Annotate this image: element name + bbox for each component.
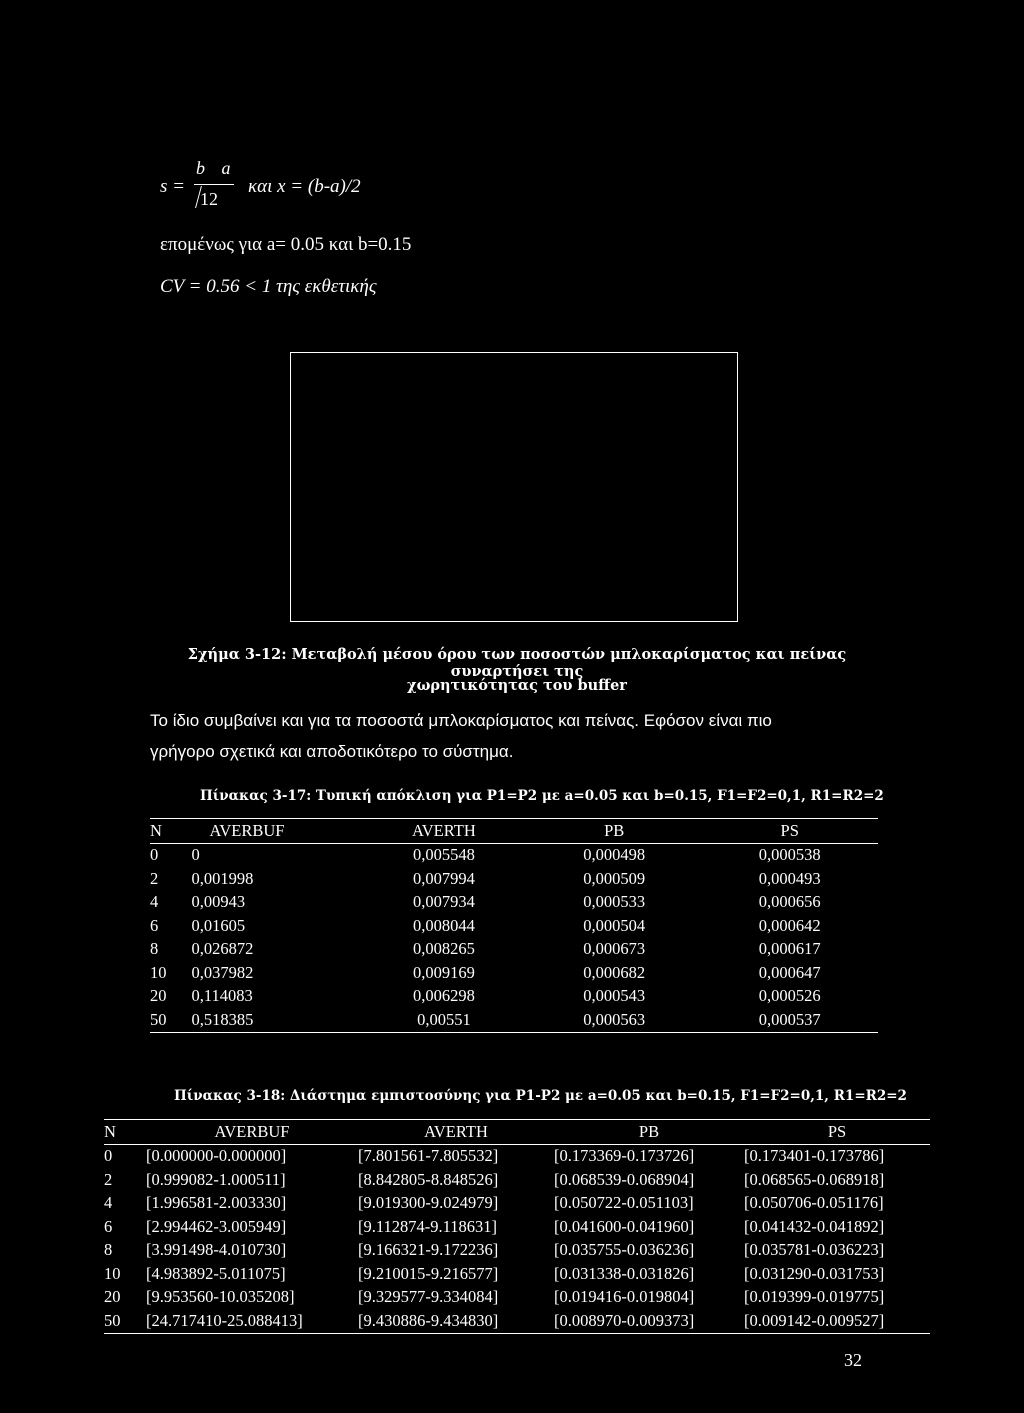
table-row: [150, 1008, 878, 1032]
table17-cell: 20: [150, 986, 167, 1006]
table-row: [104, 1309, 930, 1333]
page-number: 32: [844, 1350, 862, 1370]
table18-cell: [0.000000-0.000000]: [146, 1146, 287, 1166]
table-row: [104, 1192, 930, 1216]
table17-cell: 0,000647: [758, 962, 821, 982]
table18-cell: [0.019399-0.019775]: [744, 1287, 885, 1307]
table17-cell: 0,006298: [412, 986, 475, 1006]
table-row: [104, 1239, 930, 1263]
table18-header-n: N: [104, 1121, 116, 1141]
table18-header-ps: PS: [827, 1121, 847, 1141]
table18-cell: [0.041432-0.041892]: [744, 1216, 885, 1236]
table18-header-row: [104, 1120, 930, 1145]
table17-cell: 0,000538: [758, 845, 821, 865]
table18-cell: [0.068565-0.068918]: [744, 1169, 885, 1189]
table17-cell: 0,000526: [758, 986, 821, 1006]
formula-denominator: 12: [200, 189, 218, 209]
table-row: [150, 961, 878, 985]
table17-cell: 0,000656: [758, 892, 821, 912]
table18-cell: 0: [104, 1146, 113, 1166]
table18-cell: [9.112874-9.118631]: [358, 1216, 498, 1236]
table18-caption: Πίνακας 3-18: Διάστημα εμπιστοσύνης για P1-P2 με a=0.05 και b=0.15, F1=F2=0,1, R1=R2=2: [174, 1088, 907, 1104]
table18-cell: [9.210015-9.216577]: [358, 1263, 499, 1283]
table18-cell: [2.994462-3.005949]: [146, 1216, 287, 1236]
table17-cell: 0,026872: [191, 939, 254, 959]
table17-cell: 0,007994: [412, 868, 475, 888]
table18-cell: [9.166321-9.172236]: [358, 1240, 499, 1260]
table18-cell: [9.953560-10.035208]: [146, 1287, 295, 1307]
table17-cell: 0,007934: [412, 892, 475, 912]
table17-header-n: N: [150, 820, 162, 840]
table18-cell: [24.717410-25.088413]: [146, 1310, 303, 1330]
table18-cell: [0.035755-0.036236]: [554, 1240, 695, 1260]
table-row: [104, 1286, 930, 1310]
table18-cell: [0.050706-0.051176]: [744, 1193, 884, 1213]
table17-cell: 0,000537: [758, 1009, 821, 1029]
table17-cell: 10: [150, 962, 167, 982]
table17-cell: 0,518385: [191, 1009, 254, 1029]
table18-cell: 2: [104, 1169, 113, 1189]
table18-cell: [0.173369-0.173726]: [554, 1146, 695, 1166]
table18-cell: [0.035781-0.036223]: [744, 1240, 885, 1260]
formula-s-equals: s =: [160, 176, 185, 197]
table17-header-averth: AVERTH: [411, 820, 476, 840]
table18-cell: [9.329577-9.334084]: [358, 1287, 499, 1307]
table-row: [150, 843, 878, 867]
table18-header-pb: PB: [638, 1121, 660, 1141]
table17-cell: 0,037982: [191, 962, 254, 982]
table18-cell: [0.999082-1.000511]: [146, 1169, 286, 1189]
table18-cell: 10: [104, 1263, 121, 1283]
table18-cell: [0.050722-0.051103]: [554, 1193, 694, 1213]
table17-cell: 0,00943: [191, 892, 246, 912]
table18-cell: 6: [104, 1216, 113, 1236]
table18-cell: [7.801561-7.805532]: [358, 1146, 499, 1166]
formula-numerator: b a: [196, 158, 237, 178]
table-row: [104, 1144, 930, 1168]
table18-cell: [4.983892-5.011075]: [146, 1263, 286, 1283]
paragraph-line1: Το ίδιο συμβαίνει και για τα ποσοστά μπλοκαρίσματος και πείνας. Εφόσον είναι πιο: [150, 711, 772, 730]
table17-cell: 0: [191, 845, 200, 865]
values-line: επομένως για a= 0.05 και b=0.15: [160, 234, 412, 255]
table18-cell: [0.173401-0.173786]: [744, 1146, 885, 1166]
table18-cell: [0.068539-0.068904]: [554, 1169, 695, 1189]
table18-cell: [3.991498-4.010730]: [146, 1240, 287, 1260]
table17-header-ps: PS: [780, 820, 799, 840]
table17: [150, 818, 878, 1033]
table17-cell: 0,000533: [583, 892, 646, 912]
table18-cell: 8: [104, 1240, 113, 1260]
table18-cell: 50: [104, 1310, 121, 1330]
table17-header-row: [150, 819, 878, 844]
table17-caption: Πίνακας 3-17: Τυπική απόκλιση για P1=P2 με a=0.05 και b=0.15, F1=F2=0,1, R1=R2=2: [200, 788, 884, 804]
table18-cell: [0.008970-0.009373]: [554, 1310, 695, 1330]
table18-cell: [9.430886-9.434830]: [358, 1310, 499, 1330]
table17-cell: 0,01605: [191, 915, 246, 935]
table17-cell: 0,000493: [758, 868, 821, 888]
table-row: [104, 1168, 930, 1192]
table17-cell: 0,000504: [583, 915, 646, 935]
figure-caption-line2: χωρητικότητας του buffer: [407, 677, 627, 694]
table17-cell: 0,008265: [412, 939, 475, 959]
table18-cell: [0.031290-0.031753]: [744, 1263, 885, 1283]
table17-cell: 2: [150, 868, 159, 888]
table-row: [150, 938, 878, 962]
table-row: [150, 914, 878, 938]
table18: [104, 1119, 930, 1334]
table17-cell: 0,005548: [412, 845, 475, 865]
table18-cell: [0.009142-0.009527]: [744, 1310, 885, 1330]
table18-cell: [8.842805-8.848526]: [358, 1169, 499, 1189]
table17-cell: 0,000509: [583, 868, 646, 888]
table-row: [150, 985, 878, 1009]
table-row: [104, 1262, 930, 1286]
formula-rest: και x = (b-a)/2: [248, 176, 361, 197]
table18-cell: 4: [104, 1193, 113, 1213]
table18-cell: [0.041600-0.041960]: [554, 1216, 695, 1236]
table18-header-averth: AVERTH: [424, 1121, 488, 1141]
table18-cell: [0.019416-0.019804]: [554, 1287, 695, 1307]
table17-cell: 0,000498: [583, 845, 646, 865]
table-row: [150, 867, 878, 891]
table17-cell: 0,000642: [758, 915, 821, 935]
table17-header-pb: PB: [604, 820, 625, 840]
figure-frame: [290, 352, 738, 622]
table17-cell: 8: [150, 939, 159, 959]
table17-cell: 0,009169: [412, 962, 475, 982]
table17-cell: 0: [150, 845, 159, 865]
table17-cell: 0,000543: [583, 986, 646, 1006]
table17-cell: 0,000682: [583, 962, 646, 982]
table17-cell: 0,000673: [583, 939, 646, 959]
table18-header-averbuf: AVERBUF: [214, 1121, 290, 1141]
table17-cell: 6: [150, 915, 159, 935]
table17-cell: 50: [150, 1009, 167, 1029]
table17-cell: 0,000563: [583, 1009, 646, 1029]
table18-cell: 20: [104, 1287, 121, 1307]
figure-caption-line1: Σχήμα 3-12: Μεταβολή μέσου όρου των ποσοστών μπλοκαρίσματος και πείνας συναρτήσει της: [187, 646, 847, 680]
formula-fraction-line: [194, 184, 234, 185]
cv-line: CV = 0.56 < 1 της εκθετικής: [160, 276, 377, 297]
table18-cell: [1.996581-2.003330]: [146, 1193, 287, 1213]
table17-cell: 0,001998: [191, 868, 254, 888]
table17-cell: 4: [150, 892, 159, 912]
table17-cell: 0,00551: [417, 1009, 471, 1029]
table17-header-averbuf: AVERBUF: [209, 820, 285, 840]
paragraph-line2: γρήγορο σχετικά και αποδοτικότερο το σύστημα.: [150, 742, 514, 761]
table17-cell: 0,000617: [758, 939, 821, 959]
table18-cell: [9.019300-9.024979]: [358, 1193, 499, 1213]
table18-cell: [0.031338-0.031826]: [554, 1263, 695, 1283]
table-row: [150, 891, 878, 915]
table17-cell: 0,114083: [191, 986, 253, 1006]
table17-cell: 0,008044: [412, 915, 475, 935]
table-row: [104, 1215, 930, 1239]
